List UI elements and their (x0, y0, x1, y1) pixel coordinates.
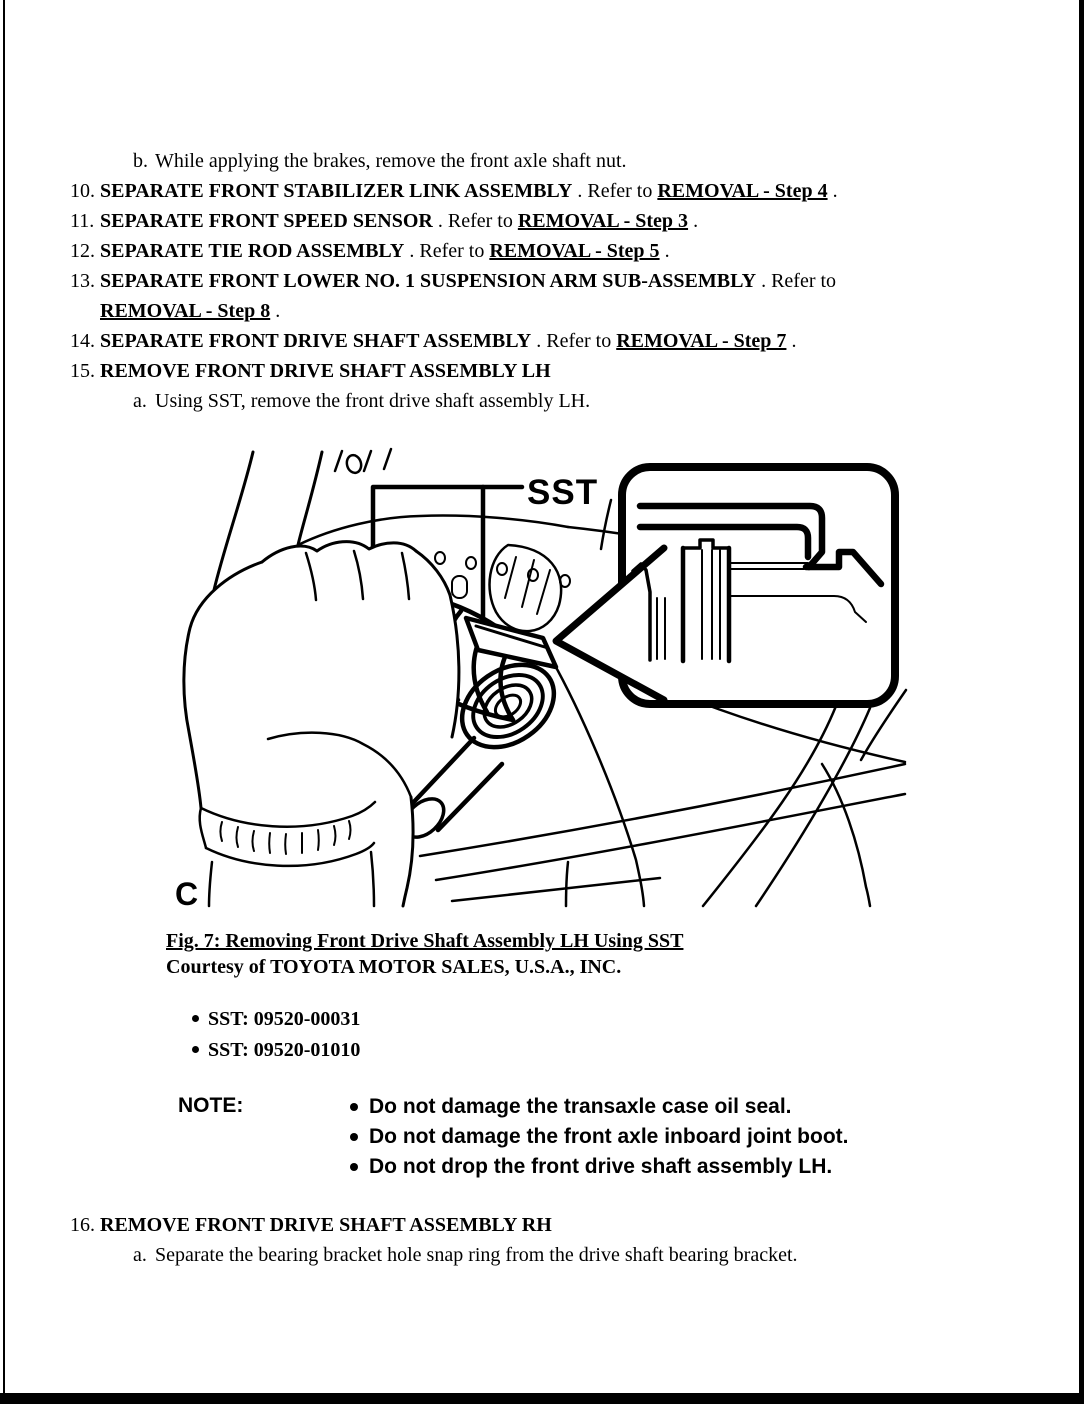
detail-callout-balloon (556, 467, 895, 704)
step-12-body (100, 236, 1084, 266)
substep-b-label: b. (133, 150, 148, 172)
step-13-number: 13. (70, 270, 95, 292)
step-12-number: 12. (70, 240, 95, 262)
step-10-number: 10. (70, 180, 95, 202)
step-11-title: SEPARATE FRONT SPEED SENSOR (100, 210, 433, 232)
sst-part-item: SST: 09520-01010 (192, 1035, 1084, 1066)
step-12-title: SEPARATE TIE ROD ASSEMBLY (100, 240, 405, 262)
step-15-title: REMOVE FRONT DRIVE SHAFT ASSEMBLY LH (100, 360, 551, 382)
step-15-number: 15. (70, 360, 95, 382)
step-14-body (100, 326, 1084, 356)
step-10-removal-link[interactable]: REMOVAL - Step 4 (657, 180, 828, 202)
page-edge-bottom (0, 1393, 1084, 1404)
page-edge-left (3, 0, 5, 1393)
step-14-number: 14. (70, 330, 95, 352)
substep-15a-label: a. (133, 390, 147, 412)
gloved-hand-silhouette (184, 542, 459, 906)
step-11-refer: . Refer to (432, 210, 518, 232)
step-11-body (100, 206, 1084, 236)
step-12-removal-link[interactable]: REMOVAL - Step 5 (489, 240, 660, 262)
note-item: Do not drop the front drive shaft assembly LH. (350, 1152, 849, 1182)
step-13-body (100, 266, 1084, 326)
sst-part-item: SST: 09520-00031 (192, 1004, 1084, 1035)
step-11-period: . (688, 210, 699, 232)
note-list (350, 1092, 849, 1182)
step-13-removal-link[interactable]: REMOVAL - Step 8 (100, 300, 271, 322)
substep-16a-label: a. (133, 1244, 147, 1266)
step-16-body (100, 1210, 1084, 1240)
step-13-title: SEPARATE FRONT LOWER NO. 1 SUSPENSION ARM SUB-ASSEMBLY (100, 270, 757, 292)
step-15-body (100, 356, 1084, 386)
substep-16a (133, 1240, 1084, 1270)
step-10-refer: . Refer to (572, 180, 658, 202)
step-10-title: SEPARATE FRONT STABILIZER LINK ASSEMBLY (100, 180, 573, 202)
substep-b (133, 146, 1084, 176)
step-10-period: . (827, 180, 838, 202)
sst-part-list (192, 1004, 1084, 1066)
note-label: NOTE: (178, 1094, 244, 1117)
step-14-period: . (786, 330, 797, 352)
substep-15a (133, 386, 1084, 416)
step-12-period: . (659, 240, 670, 262)
note-item: Do not damage the front axle inboard joint boot. (350, 1122, 849, 1152)
page-edge-right (1079, 0, 1084, 1404)
figure-caption-courtesy: Courtesy of TOYOTA MOTOR SALES, U.S.A., INC. (166, 956, 622, 978)
figure-7 (0, 446, 1084, 916)
note-block (178, 1092, 1084, 1182)
substep-16a-text: Separate the bearing bracket hole snap ring from the drive shaft bearing bracket. (155, 1244, 798, 1266)
step-12-refer: . Refer to (404, 240, 490, 262)
step-14-title: SEPARATE FRONT DRIVE SHAFT ASSEMBLY (100, 330, 532, 352)
step-16-number: 16. (70, 1214, 95, 1236)
step-14-refer: . Refer to (531, 330, 617, 352)
step-10-body (100, 176, 1084, 206)
step-11-removal-link[interactable]: REMOVAL - Step 3 (517, 210, 689, 232)
sst-figure-label: SST (527, 473, 599, 512)
step-13-refer: . Refer to (756, 270, 837, 292)
step-12 (0, 236, 1084, 266)
substep-15a-text: Using SST, remove the front drive shaft assembly LH. (155, 390, 591, 412)
step-13-line2 (100, 296, 1028, 326)
figure-caption-title: Fig. 7: Removing Front Drive Shaft Assembly LH Using SST (166, 930, 684, 952)
step-11-number: 11. (70, 210, 95, 232)
step-14-removal-link[interactable]: REMOVAL - Step 7 (616, 330, 787, 352)
step-16-title: REMOVE FRONT DRIVE SHAFT ASSEMBLY RH (100, 1214, 552, 1236)
figure-corner-label: C (175, 876, 199, 912)
step-10 (0, 176, 1084, 206)
step-11 (0, 206, 1084, 236)
step-13 (0, 266, 1084, 326)
figure-7-illustration (0, 446, 1084, 916)
substep-b-text: While applying the brakes, remove the front axle shaft nut. (155, 150, 627, 172)
step-13-period: . (270, 300, 281, 322)
step-15 (0, 356, 1084, 386)
step-14 (0, 326, 1084, 356)
figure-caption (166, 928, 1084, 980)
note-item: Do not damage the transaxle case oil seal. (350, 1092, 849, 1122)
step-16 (0, 1210, 1084, 1240)
